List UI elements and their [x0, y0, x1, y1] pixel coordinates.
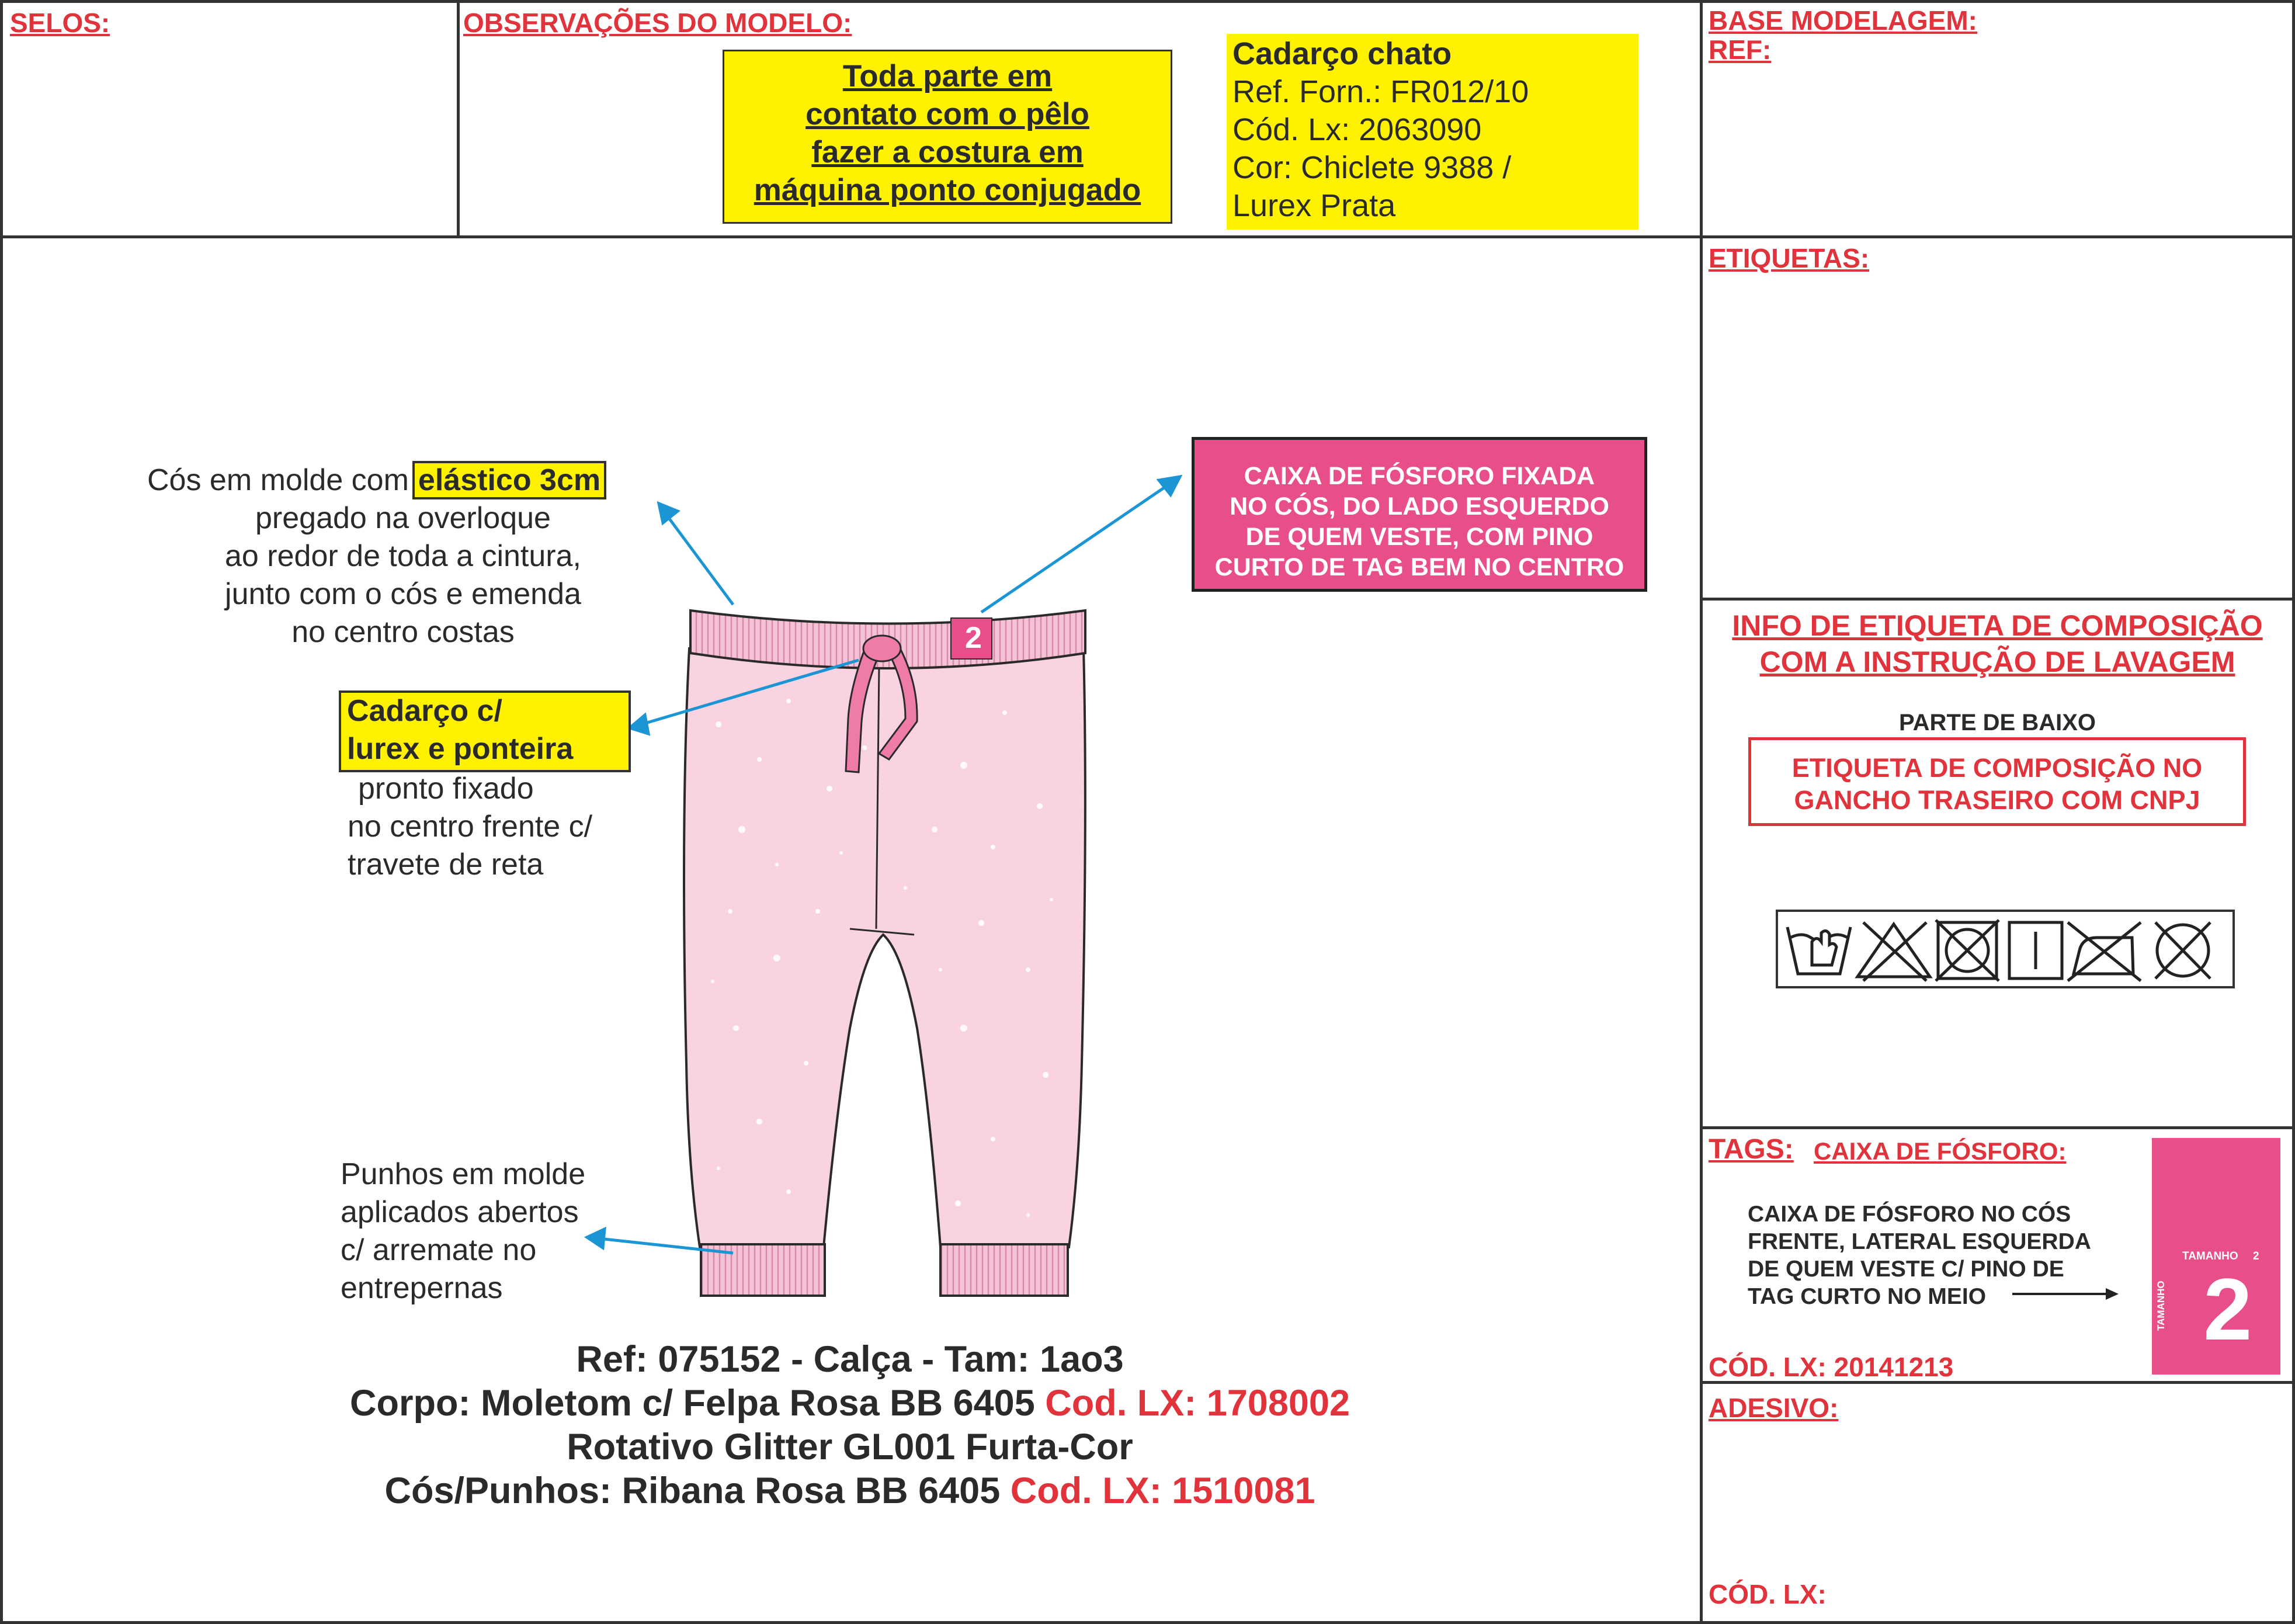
product-specs [0, 1338, 1700, 1513]
parte-de-baixo-label: PARTE DE BAIXO [1898, 710, 2096, 735]
matchbox-callout-line: CAIXA DE FÓSFORO FIXADA [1244, 462, 1595, 490]
size-tag-small-label: TAMANHO [2182, 1250, 2238, 1262]
cord-spec-line: Lurex Prata [1232, 188, 1396, 223]
cord-note-line: travete de reta [348, 848, 544, 882]
cord-note-highlight-line: Cadarço c/ [347, 694, 502, 728]
waist-note-line: ao redor de toda a cintura, [225, 539, 581, 573]
no-tumble-dry-icon [1936, 920, 1999, 981]
cuff-note-line: Punhos em molde [341, 1157, 586, 1191]
spec-body-code: Cod. LX: 1708002 [1045, 1383, 1350, 1424]
tag-pointer-arrow-icon [2012, 1285, 2120, 1303]
cord-note-highlight [347, 692, 573, 768]
sewing-note-line: contato com o pêlo [805, 97, 1089, 131]
etiquetas-label: ETIQUETAS: [1709, 243, 1870, 273]
observacoes-label: OBSERVAÇÕES DO MODELO: [463, 8, 852, 38]
info-title-line: COM A INSTRUÇÃO DE LAVAGEM [1759, 646, 2235, 678]
spec-print-line: Rotativo Glitter GL001 Furta-Cor [567, 1427, 1133, 1467]
cod-lx-adesivo: CÓD. LX: [1709, 1579, 1827, 1609]
spec-body-line [0, 1382, 1700, 1425]
composition-line: ETIQUETA DE COMPOSIÇÃO NO [1791, 753, 2203, 783]
cord-spec-line: Cor: Chiclete 9388 / [1232, 150, 1512, 185]
sewing-note-line: Toda parte em [842, 59, 1053, 93]
spec-ref-line: Ref: 075152 - Calça - Tam: 1ao3 [576, 1339, 1124, 1380]
cord-spec-title: Cadarço chato [1232, 36, 1452, 71]
tag-desc-line: TAG CURTO NO MEIO [1748, 1284, 1987, 1309]
cord-spec-line: Ref. Forn.: FR012/10 [1232, 74, 1529, 109]
cord-note-line: no centro frente c/ [348, 810, 593, 844]
cord-note-highlight-line: lurex e ponteira [347, 732, 574, 766]
composition-line: GANCHO TRASEIRO COM CNPJ [1794, 785, 2200, 815]
cord-note-line: pronto fixado [358, 772, 534, 806]
right-cuff [940, 1244, 1068, 1296]
right-panel-divider [1700, 0, 1703, 1624]
waist-note-line: no centro costas [291, 615, 515, 649]
info-title-line: INFO DE ETIQUETA DE COMPOSIÇÃO [1732, 609, 2263, 642]
cuff-note [341, 1155, 585, 1307]
size-tag-big-digit: 2 [2203, 1260, 2252, 1358]
tag-desc-line: CAIXA DE FÓSFORO NO CÓS [1748, 1202, 2071, 1227]
base-modelagem-label: BASE MODELAGEM: [1709, 5, 1977, 36]
waist-note-line: pregado na overloque [255, 501, 551, 535]
composition-label-box [1748, 737, 2246, 826]
tag-desc-line: DE QUEM VESTE C/ PINO DE [1748, 1257, 2064, 1282]
etiquetas-bottom-line [1700, 598, 2295, 601]
cord-spec-line: Cód. Lx: 2063090 [1232, 112, 1482, 147]
waist-note-line: junto com o cós e emenda [225, 577, 581, 611]
matchbox-callout-line: NO CÓS, DO LADO ESQUERDO [1230, 492, 1609, 520]
sewing-note-line: máquina ponto conjugado [754, 173, 1141, 207]
matchbox-callout-line: DE QUEM VESTE, COM PINO [1245, 523, 1593, 551]
waist-note-prefix: Cós em molde com [147, 463, 409, 497]
info-bottom-line [1700, 1126, 2295, 1129]
care-symbols-strip [1776, 910, 2235, 988]
cuff-note-line: c/ arremate no [341, 1233, 537, 1267]
spec-body-fabric: Corpo: Moletom c/ Felpa Rosa BB 6405 [350, 1383, 1035, 1424]
waist-note-body [175, 499, 631, 651]
info-title [1700, 608, 2295, 680]
size-tag-card [2152, 1138, 2280, 1375]
size-tag-small-digit: 2 [2252, 1250, 2259, 1262]
spec-rib-line [0, 1469, 1700, 1513]
spec-rib-code: Cod. LX: 1510081 [1010, 1470, 1315, 1511]
matchbox-callout-line: CURTO DE TAG BEM NO CENTRO [1214, 553, 1624, 581]
adesivo-label: ADESIVO: [1709, 1393, 1839, 1423]
waist-note-first-line [147, 461, 606, 499]
size-tag-side-label: TAMANHO [2155, 1281, 2166, 1331]
cod-lx-tag: CÓD. LX: 20141213 [1709, 1352, 1954, 1382]
cord-note-body [348, 770, 592, 884]
ref-label: REF: [1709, 34, 1772, 65]
cuff-note-line: entrepernas [341, 1271, 503, 1305]
selos-label: SELOS: [10, 8, 110, 38]
tags-label: TAGS: [1709, 1134, 1794, 1165]
matchbox-callout-box [1192, 437, 1647, 592]
pants-body [684, 648, 1085, 1247]
tag-desc-line: FRENTE, LATERAL ESQUERDA [1748, 1229, 2091, 1254]
sewing-note-line: fazer a costura em [811, 135, 1084, 169]
outer-right-border [2292, 0, 2295, 1624]
caixa-de-fosforo-label: CAIXA DE FÓSFORO: [1814, 1137, 2067, 1165]
garment-tag-digit: 2 [965, 621, 982, 655]
spec-rib-fabric: Cós/Punhos: Ribana Rosa BB 6405 [384, 1470, 1001, 1511]
cuff-note-line: aplicados abertos [341, 1195, 579, 1229]
waist-note-highlight: elástico 3cm [412, 461, 606, 499]
